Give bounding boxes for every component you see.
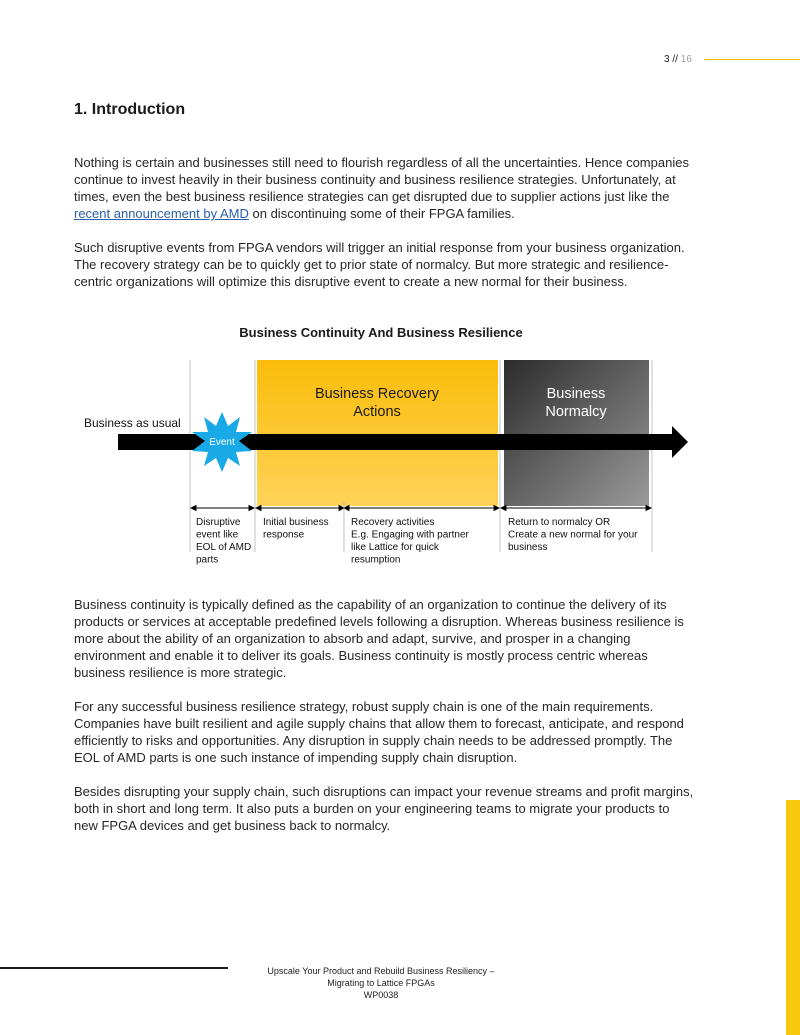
- intro-paragraph-1: [74, 154, 694, 222]
- arrowhead: [494, 506, 499, 511]
- section-heading: 1. Introduction: [74, 101, 186, 118]
- event-label: Event: [209, 437, 235, 448]
- normalcy-title-line-2: Normalcy: [545, 404, 607, 420]
- intro-paragraph-2: Such disruptive events from FPGA vendors will trigger an initial response from your business organization. The recovery strategy can be to quickly get to prior state of normalcy. But more strategic and resilience-centric organizations will optimize this disruptive event to create a new normal for their business.: [74, 240, 685, 289]
- arrowhead: [344, 506, 349, 511]
- footer: [240, 965, 522, 1001]
- footer-doc-id: WP0038: [363, 990, 399, 1000]
- body-paragraph-impact: Besides disrupting your supply chain, such disruptions can impact your revenue streams and profit margins, both in short and long term. It also puts a burden on your engineering teams to migrate your products to new FPGA devices and get business back to normalcy.: [74, 784, 694, 833]
- arrowhead: [256, 506, 261, 511]
- figure-title: Business Continuity And Business Resilience: [239, 325, 523, 340]
- normalcy-block: [504, 360, 649, 506]
- business-as-usual-label: Business as usual: [84, 416, 181, 430]
- amd-announcement-link[interactable]: recent announcement by AMD: [74, 206, 249, 221]
- footer-line-2: Migrating to Lattice FPGAs: [327, 978, 435, 988]
- arrowhead: [191, 506, 196, 511]
- recovery-title-line-1: Business Recovery: [314, 386, 440, 402]
- timeline-arrowhead: [672, 426, 688, 458]
- phase-caption-normalcy: Return to normalcy OR Create a new normal for your business: [508, 517, 638, 553]
- body-paragraph-continuity: Business continuity is typically defined as the capability of an organization to continue the delivery of its products or services at acceptable predefined levels following a disruption. Whereas business resilience is more about the ability of an organization to absorb and adapt, survive, and prosper in a changing environment and enable it to deliver its goals. Business continuity is mostly process centric whereas business resilience is more strategic.: [74, 597, 684, 680]
- intro-text-after-link: on discontinuing some of their FPGA families.: [248, 206, 515, 221]
- recovery-block: [257, 360, 498, 506]
- phase-caption-disruptive: Disruptive event like EOL of AMD parts: [196, 517, 252, 566]
- page-separator: //: [672, 54, 678, 65]
- page-total: 16: [680, 54, 692, 65]
- header-rule: [704, 59, 800, 60]
- phase-caption-recovery: Recovery activities E.g. Engaging with partner like Lattice for quick resumption: [351, 517, 469, 566]
- continuity-resilience-diagram: [80, 352, 700, 572]
- arrowhead: [646, 506, 651, 511]
- recovery-title-line-2: Actions: [353, 404, 401, 420]
- page-number: [664, 54, 692, 65]
- arrowhead: [501, 506, 506, 511]
- page-current: 3: [664, 54, 670, 65]
- arrowhead: [249, 506, 254, 511]
- body-paragraph-supply-chain: For any successful business resilience strategy, robust supply chain is one of the main requirements. Companies have built resilient and agile supply chains that allow them to forecast, anticipate, and respond efficiently to risks and opportunities. Any disruption in supply chain needs to be addressed promptly. The EOL of AMD parts is one such instance of impending supply chain disruption.: [74, 699, 684, 765]
- footer-rule: [0, 967, 228, 969]
- intro-text-before-link: Nothing is certain and businesses still need to flourish regardless of all the uncertainties. Hence companies continue to invest heavily in their business continuity and business resilience strategies. Unfortunately, at times, even the best business resilience strategies can get disrupted due to supplier actions just like the: [74, 155, 689, 204]
- normalcy-title-line-1: Business: [546, 386, 606, 402]
- side-accent-bar: [786, 800, 800, 1035]
- footer-line-1: Upscale Your Product and Rebuild Business Resiliency –: [267, 966, 495, 976]
- phase-caption-initial: Initial business response: [263, 517, 329, 541]
